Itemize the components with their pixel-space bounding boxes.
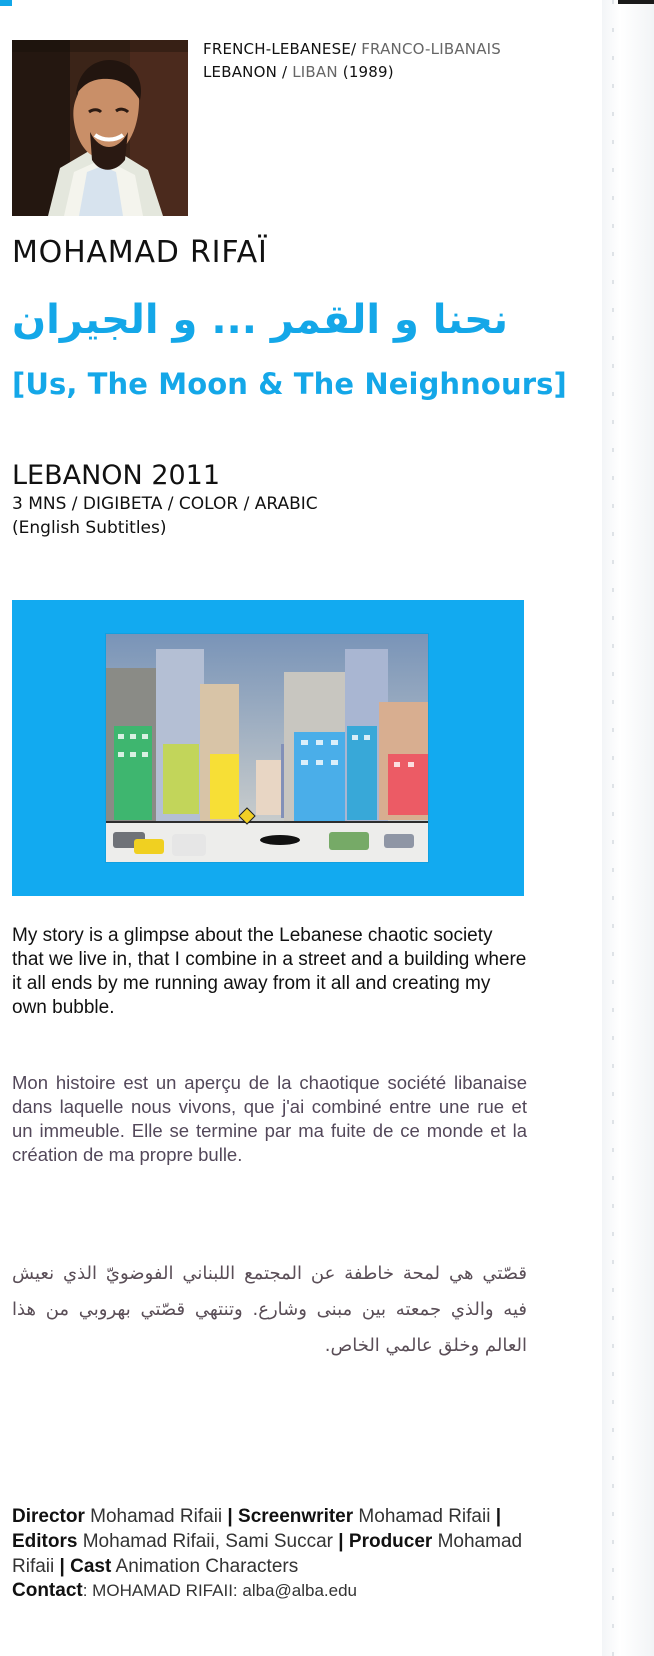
credit-separator-4: | xyxy=(59,1556,71,1577)
film-title-arabic: نحنا و القمر ... و الجيران xyxy=(12,297,508,343)
credit-separator-1: | xyxy=(227,1506,239,1527)
film-country-year: LEBANON 2011 xyxy=(12,460,221,491)
synopsis-english: My story is a glimpse about the Lebanese chaotic society that we live in, that I combine in a street and a building where it all ends by me running away from it all and creating my own bubble. xyxy=(12,925,527,1018)
cast-credit-label: Cast xyxy=(70,1556,112,1577)
film-title-english: [Us, The Moon & The Neighnours] xyxy=(12,367,567,401)
contact-label: Contact xyxy=(12,1580,83,1601)
director-name: MOHAMAD RIFAÏ xyxy=(12,235,268,270)
film-still-frame xyxy=(12,600,524,896)
nationality-primary: FRENCH-LEBANESE/ xyxy=(203,40,357,58)
film-credits xyxy=(12,1504,527,1603)
cast-credit-value: Animation Characters xyxy=(111,1556,299,1577)
birth-country-primary: LEBANON / xyxy=(203,63,293,81)
film-subtitles: (English Subtitles) xyxy=(12,518,167,538)
left-edge-tick xyxy=(0,0,12,6)
producer-credit-label: Producer xyxy=(348,1531,433,1552)
synopsis-french: Mon histoire est un aperçu de la chaotique société libanaise dans laquelle nous vivons, que j'ai combiné entre une rue et un immeuble. Elle se termine par ma fuite de ce monde et la création de ma propre bulle. xyxy=(12,1072,527,1165)
screenwriter-credit-label: Screenwriter xyxy=(238,1506,354,1527)
contact-line xyxy=(12,1579,527,1603)
director-credit-value: Mohamad Rifaii xyxy=(84,1506,228,1527)
birth-year: (1989) xyxy=(342,63,394,81)
contact-value: : MOHAMAD RIFAII: alba@alba.edu xyxy=(82,1581,357,1600)
film-specs: 3 MNS / DIGIBETA / COLOR / ARABIC xyxy=(12,494,318,514)
nationality-secondary: FRANCO-LIBANAIS xyxy=(361,40,502,58)
screenwriter-credit-value: Mohamad Rifaii xyxy=(353,1506,496,1527)
nationality-line xyxy=(203,38,543,61)
top-edge-mark xyxy=(618,0,654,4)
director-portrait xyxy=(12,40,188,216)
credit-separator-2: | xyxy=(495,1506,502,1527)
director-origin xyxy=(203,38,543,84)
editors-credit-label: Editors xyxy=(12,1531,78,1552)
director-credit-label: Director xyxy=(12,1506,85,1527)
birth-country-secondary: LIBAN xyxy=(292,63,338,81)
birth-line xyxy=(203,61,543,84)
editors-credit-value: Mohamad Rifaii, Sami Succar xyxy=(77,1531,339,1552)
page-edge-strip xyxy=(602,0,654,1656)
synopsis-arabic: قصّتي هي لمحة خاطفة عن المجتمع اللبناني الفوضويّ الذي نعيش فيه والذي جمعته بين مبنى وشارع. وتنتهي قصّتي بهروبي من هذا العالم وخلق عالمي الخاص. xyxy=(12,1263,527,1356)
credit-separator-3: | xyxy=(338,1531,349,1552)
producer-credit-value: Mohamad Rifaii xyxy=(12,1531,523,1577)
film-still-image xyxy=(106,634,428,862)
